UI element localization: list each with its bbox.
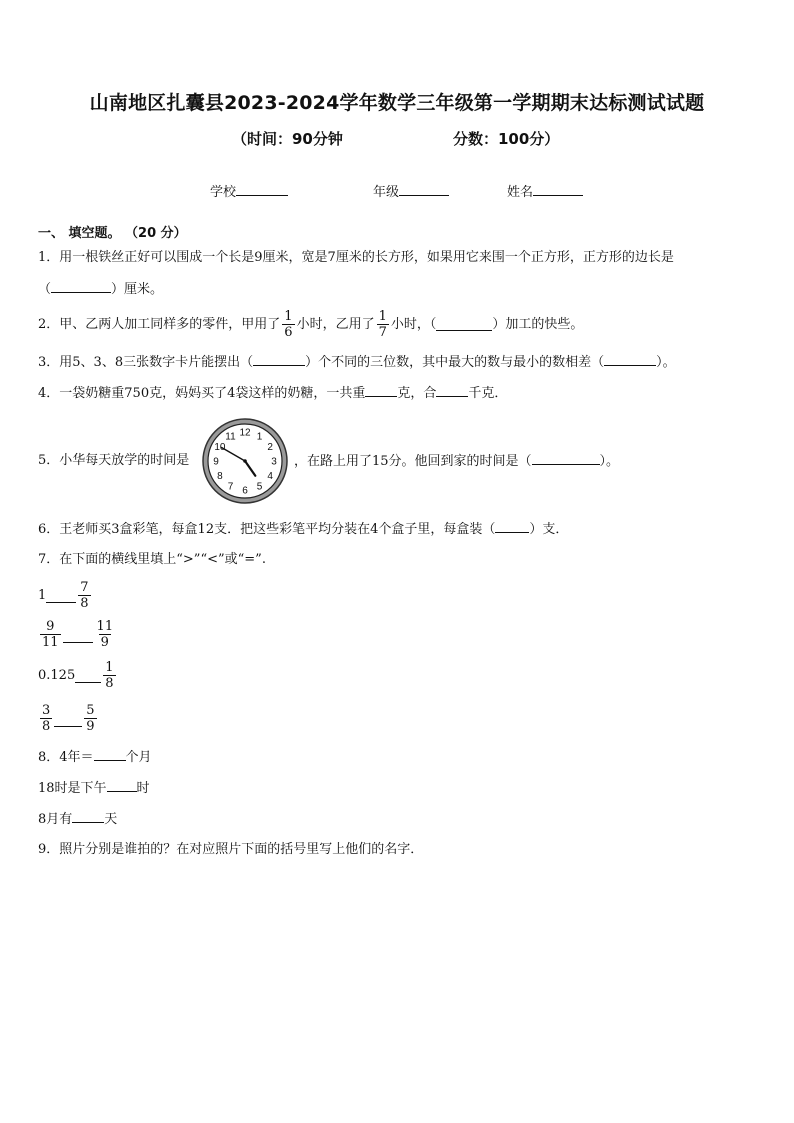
q7-row3-denominator: 8 [105, 676, 114, 691]
q2-text-b: 小时，乙用了 [296, 316, 375, 332]
q2-text-a: 2．甲、乙两人加工同样多的零件，甲用了 [38, 316, 281, 332]
q4-text-c: 千克． [468, 386, 508, 401]
section-heading: 一、 填空题。 （20 分） [38, 226, 187, 241]
q2-frac2-numerator: 1 [378, 309, 387, 324]
q7-row4-blank[interactable] [54, 725, 82, 727]
question-9: 9．照片分别是谁拍的？在对应照片下面的括号里写上他们的名字． [38, 842, 424, 857]
q7-row2-right-fraction [95, 619, 116, 650]
q2-text-d: ）加工的快些。 [492, 316, 584, 332]
q7-row4-left-fraction [40, 703, 52, 734]
q7-row2-left-numerator: 9 [46, 619, 55, 634]
q6-answer-blank[interactable] [495, 520, 529, 533]
clock-numeral: 2 [267, 442, 273, 453]
grade-field [373, 181, 449, 200]
q8-a-text-2: 个月 [125, 750, 152, 765]
q7-row1-blank[interactable] [46, 601, 76, 603]
grade-blank[interactable] [399, 183, 449, 196]
question-5-text-b [294, 452, 619, 471]
q5-answer-blank[interactable] [532, 452, 600, 465]
question-8-c [38, 810, 117, 829]
q2-answer-blank[interactable] [436, 318, 492, 331]
q7-row4-right-fraction [84, 703, 96, 734]
school-label: 学校 [210, 185, 237, 200]
clock-numeral: 6 [242, 485, 248, 497]
question-7-intro: 7．在下面的横线里填上“>”“<”或“=”. [38, 552, 266, 567]
q8-b-text-1: 18时是下午 [38, 781, 107, 796]
exam-time: （时间：90分钟 [232, 130, 343, 148]
clock-icon [201, 417, 289, 505]
q7-row-2 [38, 619, 117, 650]
name-field [507, 181, 583, 200]
q3-answer-blank-1[interactable] [253, 353, 305, 366]
q8-c-text-2: 天 [104, 812, 118, 827]
q4-answer-blank-1[interactable] [365, 384, 397, 397]
question-1-line-2 [38, 280, 163, 299]
q7-row2-right-numerator: 11 [96, 619, 114, 634]
q3-text-c: ）。 [656, 355, 676, 370]
q7-row3-left: 0.125 [38, 667, 76, 683]
name-blank[interactable] [533, 183, 583, 196]
school-blank[interactable] [236, 183, 288, 196]
q6-text-b: ）支． [529, 522, 569, 537]
q2-fraction-2 [377, 309, 389, 340]
question-6 [38, 520, 568, 539]
q7-row-1 [38, 580, 93, 611]
school-field [210, 181, 288, 200]
question-5-text-a: 5．小华每天放学的时间是 [38, 453, 190, 468]
q7-row-4 [38, 703, 99, 734]
q7-row1-left: 1 [38, 587, 47, 603]
name-label: 姓名 [507, 185, 534, 200]
clock-numeral: 9 [213, 456, 219, 468]
clock-numeral: 12 [239, 427, 251, 439]
clock-numeral: 1 [256, 431, 263, 443]
q7-row4-right-denominator: 9 [86, 719, 95, 734]
clock-numeral: 4 [267, 471, 273, 482]
clock-numeral: 7 [227, 481, 234, 493]
q8-b-blank[interactable] [107, 779, 137, 792]
page-title: 山南地区扎囊县2023-2024学年数学三年级第一学期期末达标测试试题 [89, 92, 705, 114]
q7-row-3 [38, 660, 118, 691]
q7-row2-right-denominator: 9 [100, 635, 109, 650]
q7-row1-numerator: 7 [80, 580, 89, 595]
q3-text-b: ）个不同的三位数，其中最大的数与最小的数相差（ [305, 355, 605, 370]
clock-numeral: 11 [225, 431, 236, 443]
clock-numeral: 10 [214, 442, 226, 453]
grade-label: 年级 [373, 185, 400, 200]
question-2 [38, 309, 583, 340]
q3-text-a: 3．用5、3、8三张数字卡片能摆出（ [38, 355, 254, 370]
q2-frac2-denominator: 7 [378, 325, 387, 340]
q7-row2-left-fraction [40, 619, 61, 650]
q5-text-b: ，在路上用了15分。他回到家的时间是（ [294, 454, 532, 469]
q7-row2-blank[interactable] [63, 641, 93, 643]
q2-frac1-denominator: 6 [284, 325, 293, 340]
q1-answer-blank[interactable] [51, 280, 111, 293]
q4-text-b: 克，合 [397, 386, 437, 401]
q8-b-text-2: 时 [136, 781, 150, 796]
q7-row4-right-numerator: 5 [86, 703, 95, 718]
clock-center [243, 459, 247, 463]
q1-close-text: ）厘米。 [111, 282, 164, 297]
clock-numeral: 8 [217, 471, 223, 482]
exam-score: 分数：100分） [453, 130, 560, 148]
q7-row3-numerator: 1 [105, 660, 114, 675]
q2-text-c: 小时，（ [390, 316, 437, 332]
q7-row3-fraction [103, 660, 115, 691]
q2-fraction-1 [282, 309, 294, 340]
q6-text-a: 6．王老师买3盒彩笔，每盒12支．把这些彩笔平均分装在4个盒子里，每盒装（ [38, 522, 496, 537]
q7-row2-left-denominator: 11 [42, 635, 59, 650]
clock-numeral: 5 [256, 481, 263, 493]
q7-row4-left-denominator: 8 [42, 719, 51, 734]
question-1-line-1: 1．用一根铁丝正好可以围成一个长是9厘米，宽是7厘米的长方形，如果用它来围一个正方形，正方形的边长是 [38, 250, 674, 265]
q1-open-paren: （ [38, 282, 52, 297]
q2-frac1-numerator: 1 [284, 309, 293, 324]
q7-row3-blank[interactable] [75, 681, 101, 683]
q8-c-blank[interactable] [72, 810, 104, 823]
q8-a-text-1: 8．4年＝ [38, 750, 94, 765]
question-4 [38, 384, 507, 403]
q7-row4-left-numerator: 3 [42, 703, 51, 718]
clock-numeral: 3 [271, 456, 277, 468]
q7-row1-fraction [78, 580, 90, 611]
question-3 [38, 353, 676, 372]
q4-answer-blank-2[interactable] [436, 384, 468, 397]
question-8-b [38, 779, 150, 798]
q3-answer-blank-2[interactable] [604, 353, 656, 366]
question-8-a [38, 748, 152, 767]
q8-c-text-1: 8月有 [38, 812, 73, 827]
q4-text-a: 4．一袋奶糖重750克，妈妈买了4袋这样的奶糖，一共重 [38, 386, 366, 401]
q7-row1-denominator: 8 [80, 596, 89, 611]
q5-text-c: ）。 [599, 454, 620, 469]
q8-a-blank[interactable] [94, 748, 126, 761]
